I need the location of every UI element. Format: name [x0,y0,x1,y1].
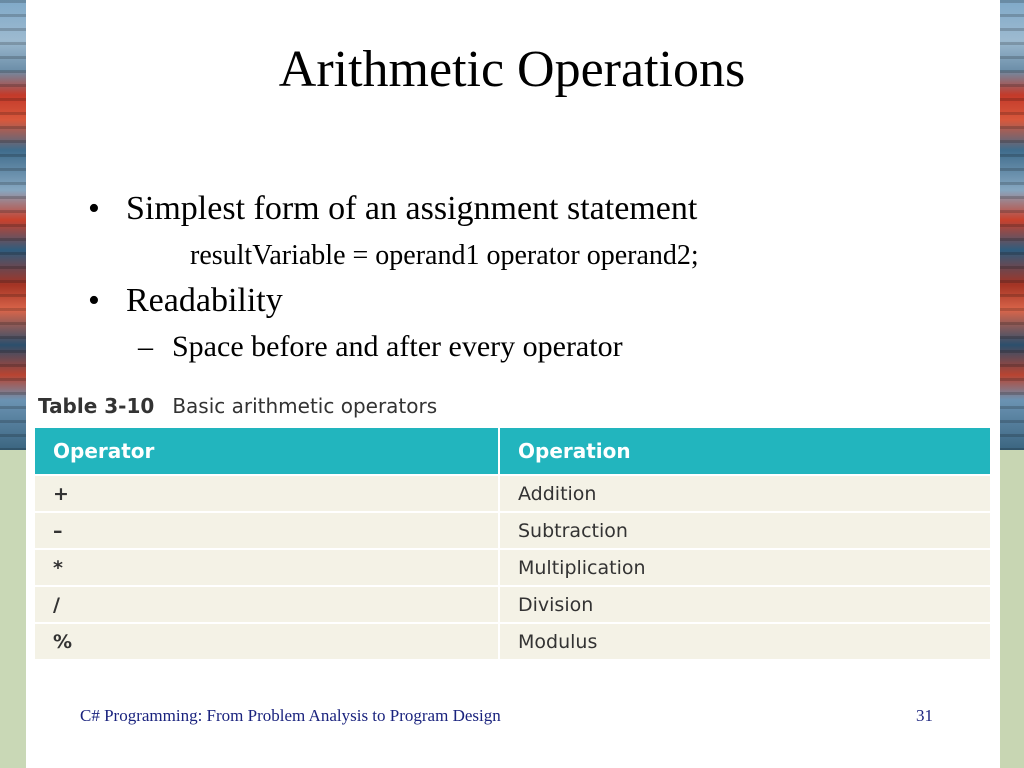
table-number: Table 3-10 [38,394,155,418]
operation-cell: Division [499,586,990,623]
header-operator: Operator [35,428,499,475]
sub-bullet-mark: – [138,330,153,363]
slide-title: Arithmetic Operations [278,41,746,98]
bullet-mark: • [88,190,100,227]
table-row [35,512,990,549]
right-decorative-strip [1000,0,1024,768]
left-strip-band [0,450,26,768]
operator-cell: / [35,586,499,623]
bullet-assignment [88,190,697,228]
table-row [35,475,990,512]
bullet-text: Simplest form of an assignment statement [126,190,698,227]
operator-cell: * [35,549,499,586]
operator-cell: + [35,475,499,512]
bullet-readability [88,282,283,320]
right-strip-band [1000,450,1024,768]
table-row [35,623,990,659]
sub-bullet-text: Space before and after every operator [172,330,623,363]
operation-cell: Multiplication [499,549,990,586]
table-header-row [35,428,990,475]
table-title: Basic arithmetic operators [172,394,438,418]
assignment-syntax: resultVariable = operand1 operator operand2; [190,240,699,271]
bullet-mark: • [88,282,100,319]
operator-cell: – [35,512,499,549]
slide-number: 31 [916,706,933,725]
operation-cell: Subtraction [499,512,990,549]
operation-cell: Modulus [499,623,990,659]
operation-cell: Addition [499,475,990,512]
footer-course-title: C# Programming: From Problem Analysis to Program Design [80,706,501,725]
table-row [35,586,990,623]
sub-bullet-spacing [138,330,623,364]
header-operation: Operation [499,428,990,475]
operators-table [35,428,990,659]
table-caption [38,394,437,418]
table-row [35,549,990,586]
bullet-text: Readability [126,282,283,319]
left-decorative-strip [0,0,26,768]
operator-cell: % [35,623,499,659]
